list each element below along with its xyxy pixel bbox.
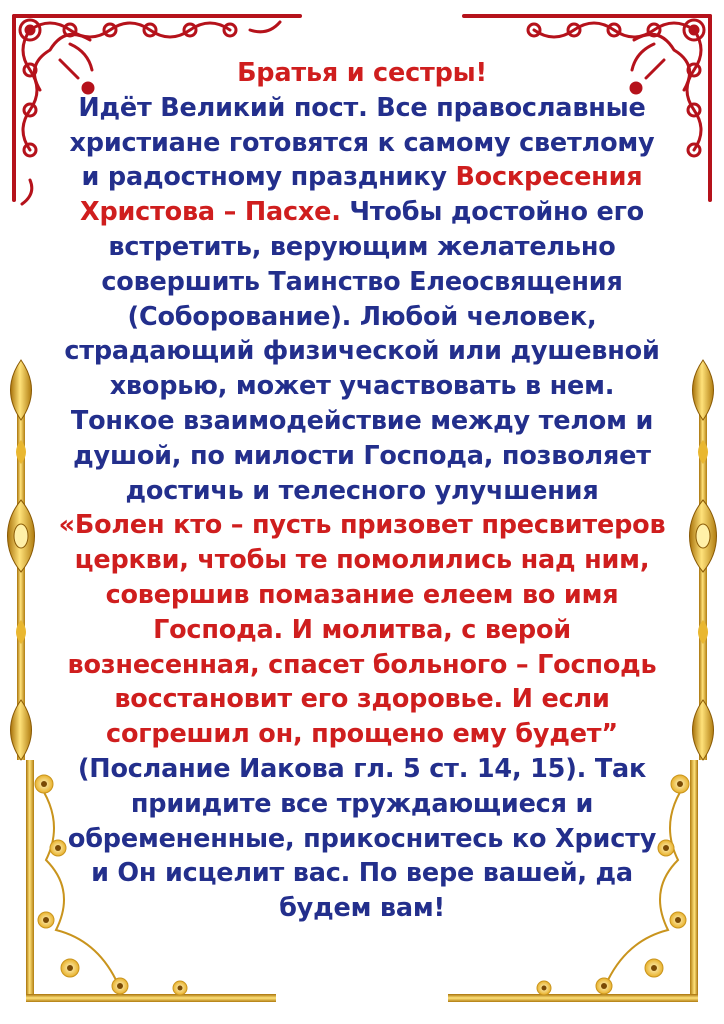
greeting-heading: Братья и сестры! [237,58,487,88]
scripture-quote: «Болен кто – пусть призовет пресвитеров церкви, чтобы те помолились над ним, совершив помазание елеем во имя Господа. И молитва, с верой вознесенная, спасет больного – Господь восстановит его здоровье. И если согрешил он, прощено ему будет” [58,510,666,750]
left-gold-column [8,360,35,760]
scripture-reference: (Послание Иакова гл. 5 ст. 14, 15). [77,753,587,784]
intro-text: Идёт Великий пост. Все православные христиане готовятся к самому светлому и радостному празднику [69,92,655,193]
right-gold-column [690,360,717,760]
message-paragraph [58,91,666,926]
closing-text: Так приидите все труждающиеся и обремененные, прикоснитесь ко Христу и Он исцелит вас. По вере вашей, да будем вам! [67,753,657,924]
feast-name: Воскресения Христова – Пасхе. [79,162,643,228]
middle-text: Чтобы достойно его встретить, верующим желательно совершить Таинство Елеосвящения (Соборование). Любой человек, страдающий физической или душевной хворью, может участвовать в нем. Тонкое взаимодействие между телом и душой, по милости Господа, позволяет достичь и телесного улучшения [64,197,660,506]
poster-text [58,56,666,926]
